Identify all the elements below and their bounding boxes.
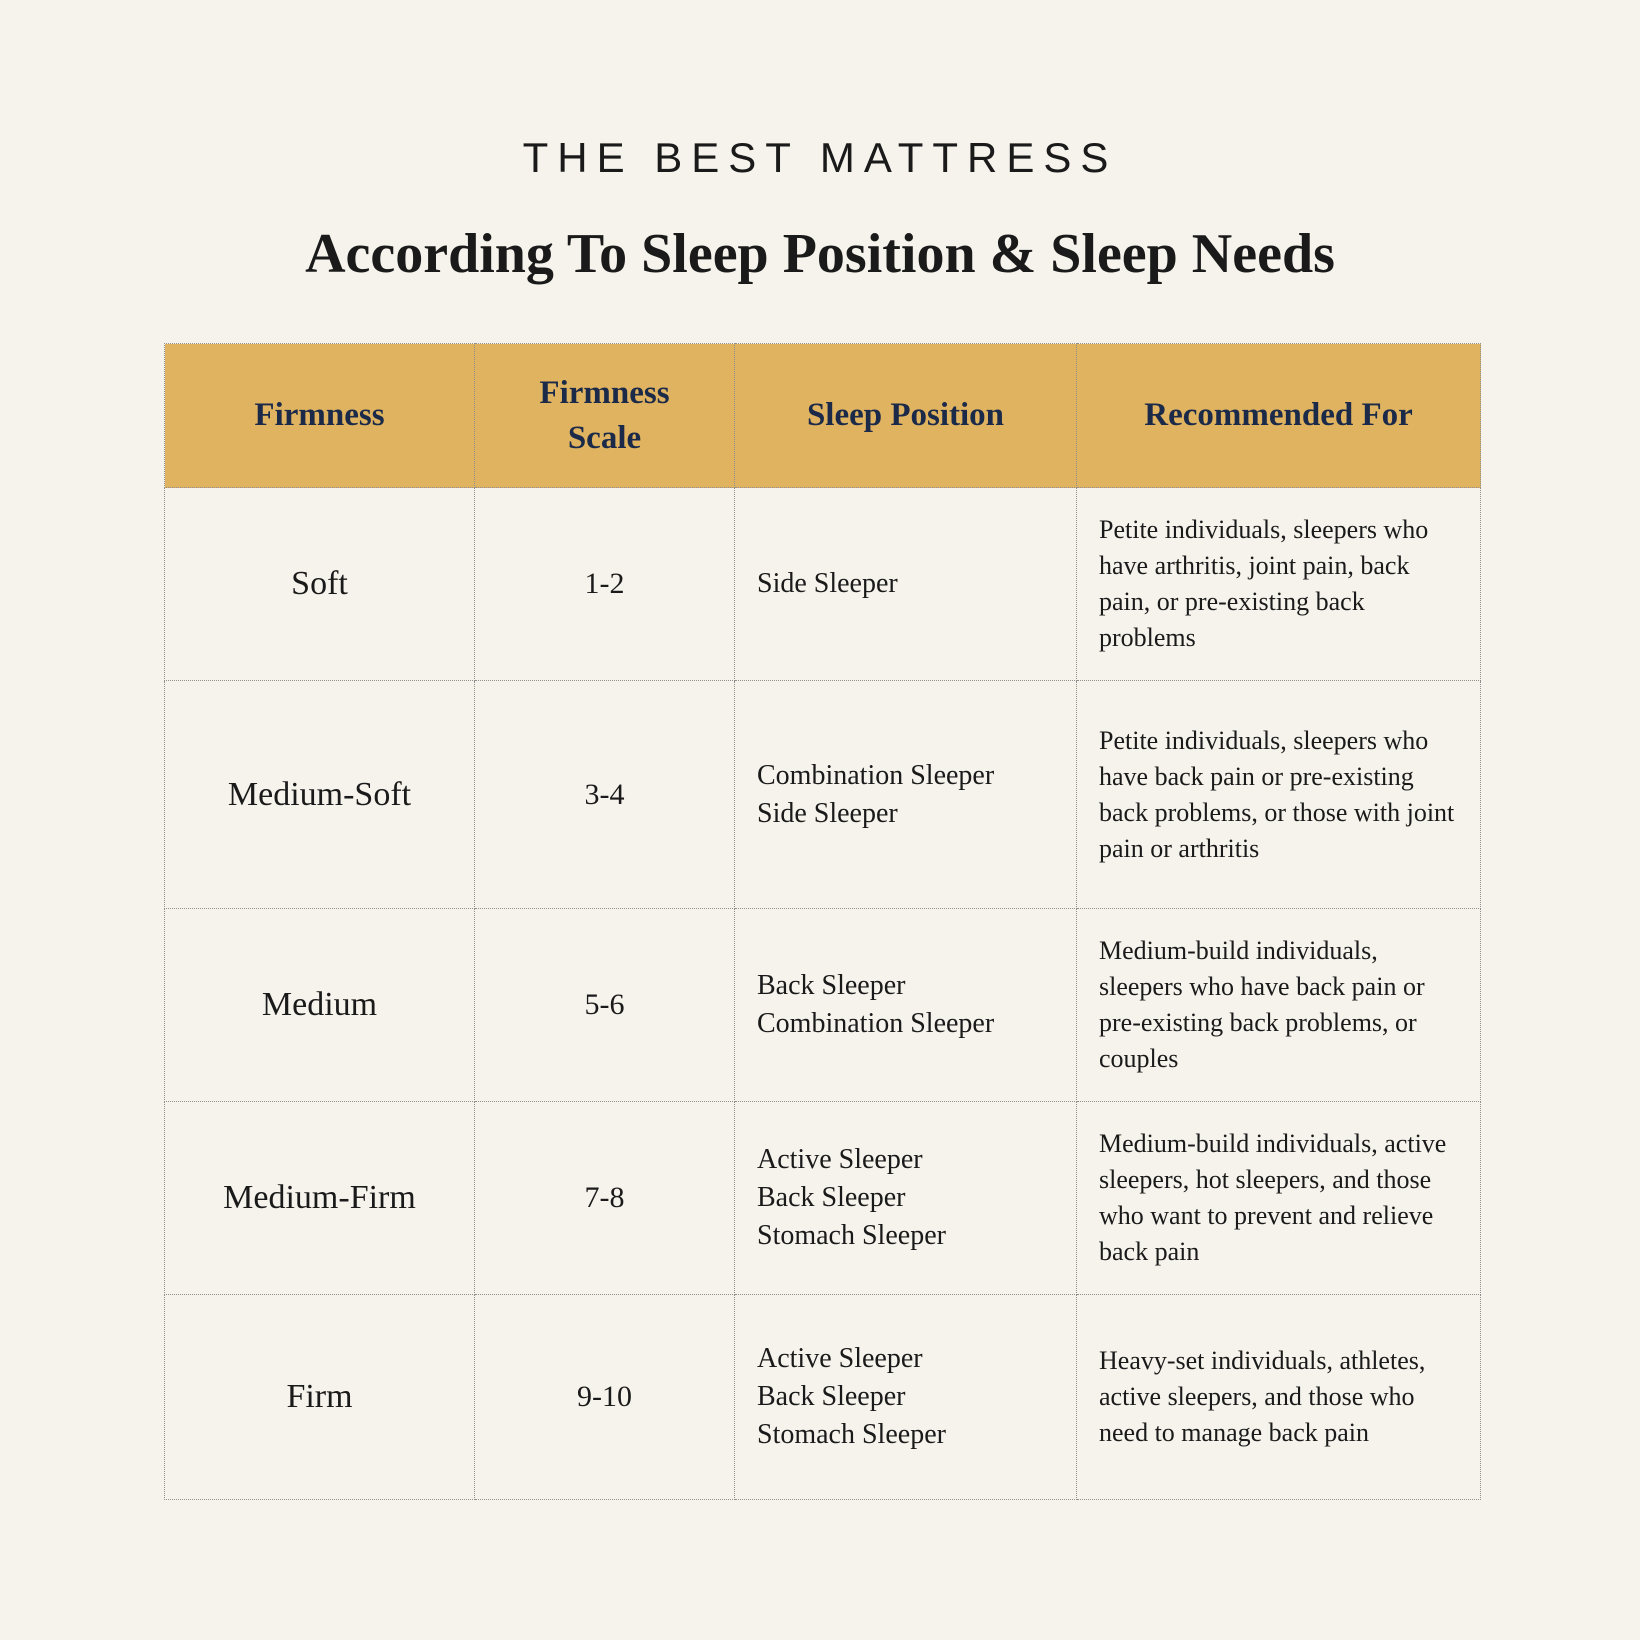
recommended-for-cell: Petite individuals, sleepers who have arthritis, joint pain, back pain, or pre-existing back problems [1077, 488, 1481, 681]
sleep-position-item: Combination Sleeper [757, 1008, 995, 1039]
firmness-cell: Medium-Soft [165, 681, 475, 909]
table-row [165, 1102, 1481, 1295]
sleep-position-cell [735, 1102, 1077, 1295]
page-title: According To Sleep Position & Sleep Needs [305, 223, 1335, 285]
sleep-position-item: Active Sleeper [757, 1144, 923, 1175]
firmness-cell: Medium-Firm [165, 1102, 475, 1295]
sleep-position-item: Stomach Sleeper [757, 1419, 946, 1450]
sleep-position-item: Back Sleeper [757, 970, 906, 1001]
sleep-position-cell [735, 1295, 1077, 1500]
sleep-position-item: Side Sleeper [757, 568, 898, 599]
column-header-sleep-position: Sleep Position [735, 344, 1077, 488]
column-header-firmness: Firmness [165, 344, 475, 488]
column-header-recommended-for: Recommended For [1077, 344, 1481, 488]
sleep-position-item: Back Sleeper [757, 1381, 906, 1412]
recommended-for-cell: Petite individuals, sleepers who have back pain or pre-existing back problems, or those with joint pain or arthritis [1077, 681, 1481, 909]
firmness-scale-cell: 5-6 [475, 909, 735, 1102]
firmness-scale-cell: 3-4 [475, 681, 735, 909]
column-header-firmness-scale: Firmness Scale [475, 344, 735, 488]
sleep-position-item: Active Sleeper [757, 1343, 923, 1374]
page-kicker: THE BEST MATTRESS [522, 134, 1118, 181]
firmness-cell: Soft [165, 488, 475, 681]
sleep-position-item: Back Sleeper [757, 1182, 906, 1213]
sleep-position-item: Combination Sleeper [757, 759, 995, 791]
sleep-position-item: Stomach Sleeper [757, 1220, 946, 1251]
firmness-cell: Firm [165, 1295, 475, 1500]
table-row [165, 681, 1481, 909]
sleep-position-item: Side Sleeper [757, 797, 898, 829]
sleep-position-cell [735, 488, 1077, 681]
table-row [165, 1295, 1481, 1500]
firmness-cell: Medium [165, 909, 475, 1102]
firmness-scale-cell: 1-2 [475, 488, 735, 681]
recommended-for-cell: Heavy-set individuals, athletes, active sleepers, and those who need to manage back pain [1077, 1295, 1481, 1500]
sleep-position-cell [735, 681, 1077, 909]
mattress-firmness-table [164, 343, 1481, 1500]
firmness-scale-cell: 9-10 [475, 1295, 735, 1500]
recommended-for-cell: Medium-build individuals, sleepers who have back pain or pre-existing back problems, or couples [1077, 909, 1481, 1102]
recommended-for-cell: Medium-build individuals, active sleepers, hot sleepers, and those who want to prevent and relieve back pain [1077, 1102, 1481, 1295]
table-row [165, 909, 1481, 1102]
sleep-position-cell [735, 909, 1077, 1102]
firmness-scale-cell: 7-8 [475, 1102, 735, 1295]
table-header-row [165, 344, 1481, 488]
table-row [165, 488, 1481, 681]
